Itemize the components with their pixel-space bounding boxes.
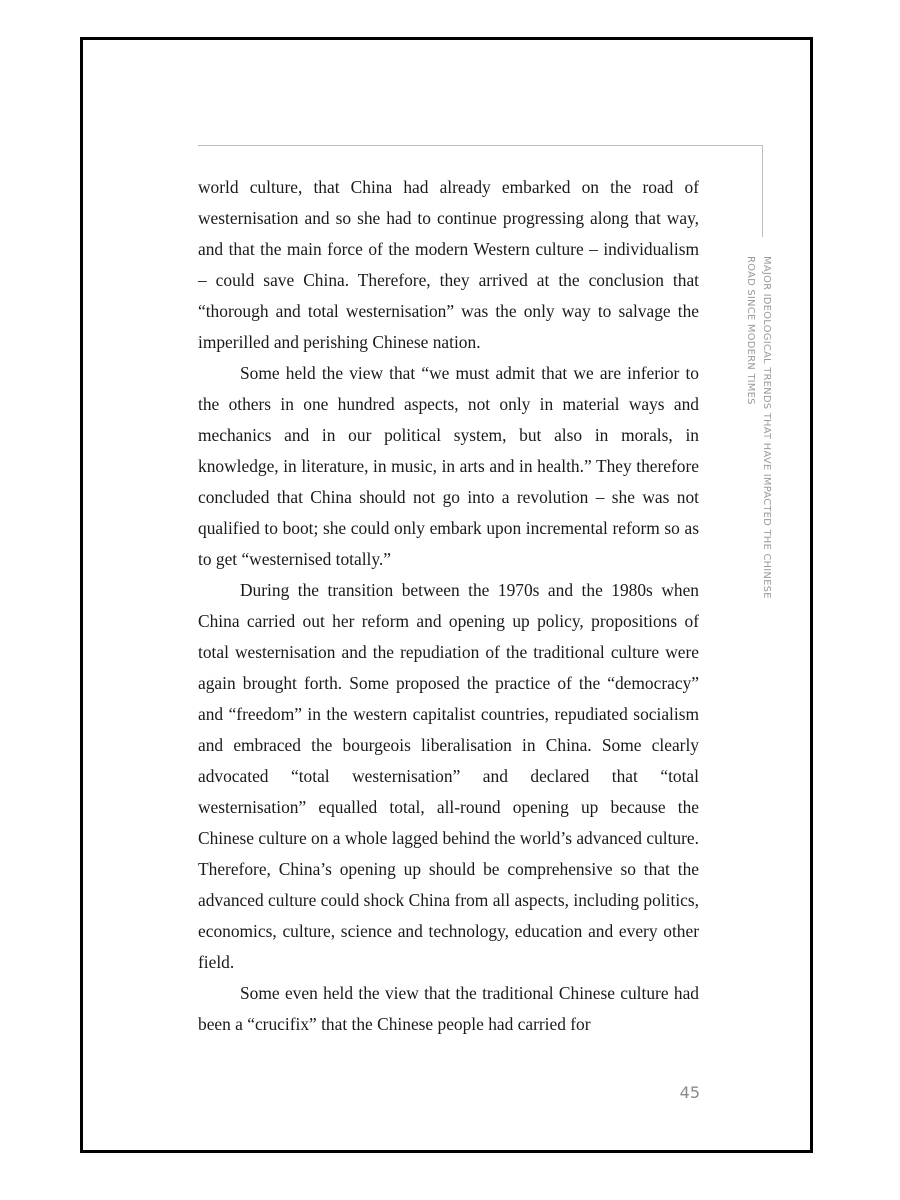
running-head xyxy=(742,256,774,599)
paragraph-4: Some even held the view that the traditional Chinese culture had been a “crucifix” that the Chinese people had carried for xyxy=(198,983,699,1034)
body-text xyxy=(198,172,699,1040)
header-rule-vertical xyxy=(762,145,763,237)
running-head-line-2: ROAD SINCE MODERN TIMES xyxy=(745,256,756,405)
paragraph-1: world culture, that China had already embarked on the road of westernisation and so she had to continue progressing along that way, and that the main force of the modern Western culture – individualism – could save China. Therefore, they arrived at the conclusion that “thorough and total westernisation” was the only way to salvage the imperilled and perishing Chinese nation. xyxy=(198,177,699,352)
page-number: 45 xyxy=(679,1083,700,1102)
running-head-line-1: MAJOR IDEOLOGICAL TRENDS THAT HAVE IMPACTED THE CHINESE xyxy=(761,256,772,599)
header-rule-horizontal xyxy=(198,145,762,146)
paragraph-2: Some held the view that “we must admit that we are inferior to the others in one hundred aspects, not only in material ways and mechanics and in our political system, but also in morals, in knowledge, in literature, in music, in arts and in health.” They therefore concluded that China should not go into a revolution – she was not qualified to boot; she could only embark upon incremental reform so as to get “westernised totally.” xyxy=(198,363,699,569)
paragraph-3: During the transition between the 1970s and the 1980s when China carried out her reform and opening up policy, propositions of total westernisation and the repudiation of the traditional culture were again brought forth. Some proposed the practice of the “democracy” and “freedom” in the western capitalist countries, repudiated socialism and embraced the bourgeois liberalisation in China. Some clearly advocated “total westernisation” and declared that “total westernisation” equalled total, all-round opening up because the Chinese culture on a whole lagged behind the world’s advanced culture. Therefore, China’s opening up should be comprehensive so that the advanced culture could shock China from all aspects, including politics, economics, culture, science and technology, education and every other field. xyxy=(198,580,699,972)
